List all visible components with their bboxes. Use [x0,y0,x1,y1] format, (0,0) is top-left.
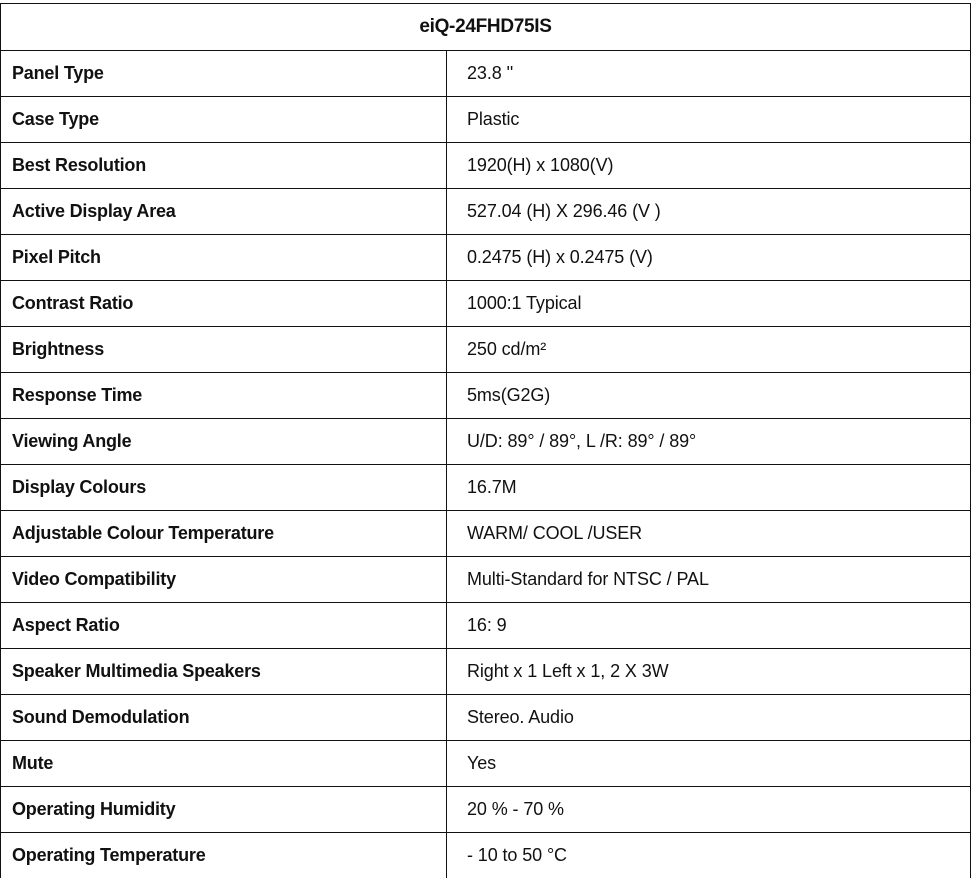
spec-value: U/D: 89° / 89°, L /R: 89° / 89° [447,419,971,465]
model-title: eiQ-24FHD75IS [1,4,971,51]
spec-row-case-type [1,97,971,143]
spec-row-display-colours [1,465,971,511]
spec-label: Panel Type [1,51,447,97]
spec-label: Pixel Pitch [1,235,447,281]
spec-row-speakers [1,649,971,695]
spec-row-response-time [1,373,971,419]
spec-row-contrast-ratio [1,281,971,327]
spec-label: Adjustable Colour Temperature [1,511,447,557]
spec-label: Mute [1,741,447,787]
spec-label: Operating Humidity [1,787,447,833]
spec-row-active-display-area [1,189,971,235]
spec-value: 250 cd/m² [447,327,971,373]
spec-value: 5ms(G2G) [447,373,971,419]
spec-label: Viewing Angle [1,419,447,465]
spec-row-operating-humidity [1,787,971,833]
spec-value: Multi-Standard for NTSC / PAL [447,557,971,603]
spec-value: Yes [447,741,971,787]
spec-label: Response Time [1,373,447,419]
spec-row-viewing-angle [1,419,971,465]
spec-row-pixel-pitch [1,235,971,281]
spec-row-operating-temperature [1,833,971,879]
spec-label: Active Display Area [1,189,447,235]
spec-label: Aspect Ratio [1,603,447,649]
spec-label: Speaker Multimedia Speakers [1,649,447,695]
spec-value: 16.7M [447,465,971,511]
spec-label: Video Compatibility [1,557,447,603]
spec-row-aspect-ratio [1,603,971,649]
table-header-row [1,4,971,51]
spec-value: Plastic [447,97,971,143]
spec-label: Brightness [1,327,447,373]
spec-value: 16: 9 [447,603,971,649]
spec-label: Contrast Ratio [1,281,447,327]
spec-label: Operating Temperature [1,833,447,879]
spec-label: Display Colours [1,465,447,511]
spec-row-video-compatibility [1,557,971,603]
spec-value: 1920(H) x 1080(V) [447,143,971,189]
spec-value: Stereo. Audio [447,695,971,741]
spec-row-sound-demodulation [1,695,971,741]
spec-value: WARM/ COOL /USER [447,511,971,557]
spec-value: 1000:1 Typical [447,281,971,327]
spec-table [0,3,971,878]
spec-value: 23.8 '' [447,51,971,97]
spec-value: Right x 1 Left x 1, 2 X 3W [447,649,971,695]
spec-value: - 10 to 50 °C [447,833,971,879]
spec-label: Best Resolution [1,143,447,189]
spec-row-best-resolution [1,143,971,189]
spec-label: Sound Demodulation [1,695,447,741]
spec-row-colour-temperature [1,511,971,557]
spec-row-brightness [1,327,971,373]
spec-row-mute [1,741,971,787]
spec-label: Case Type [1,97,447,143]
spec-row-panel-type [1,51,971,97]
spec-value: 0.2475 (H) x 0.2475 (V) [447,235,971,281]
spec-value: 20 % - 70 % [447,787,971,833]
spec-value: 527.04 (H) X 296.46 (V ) [447,189,971,235]
